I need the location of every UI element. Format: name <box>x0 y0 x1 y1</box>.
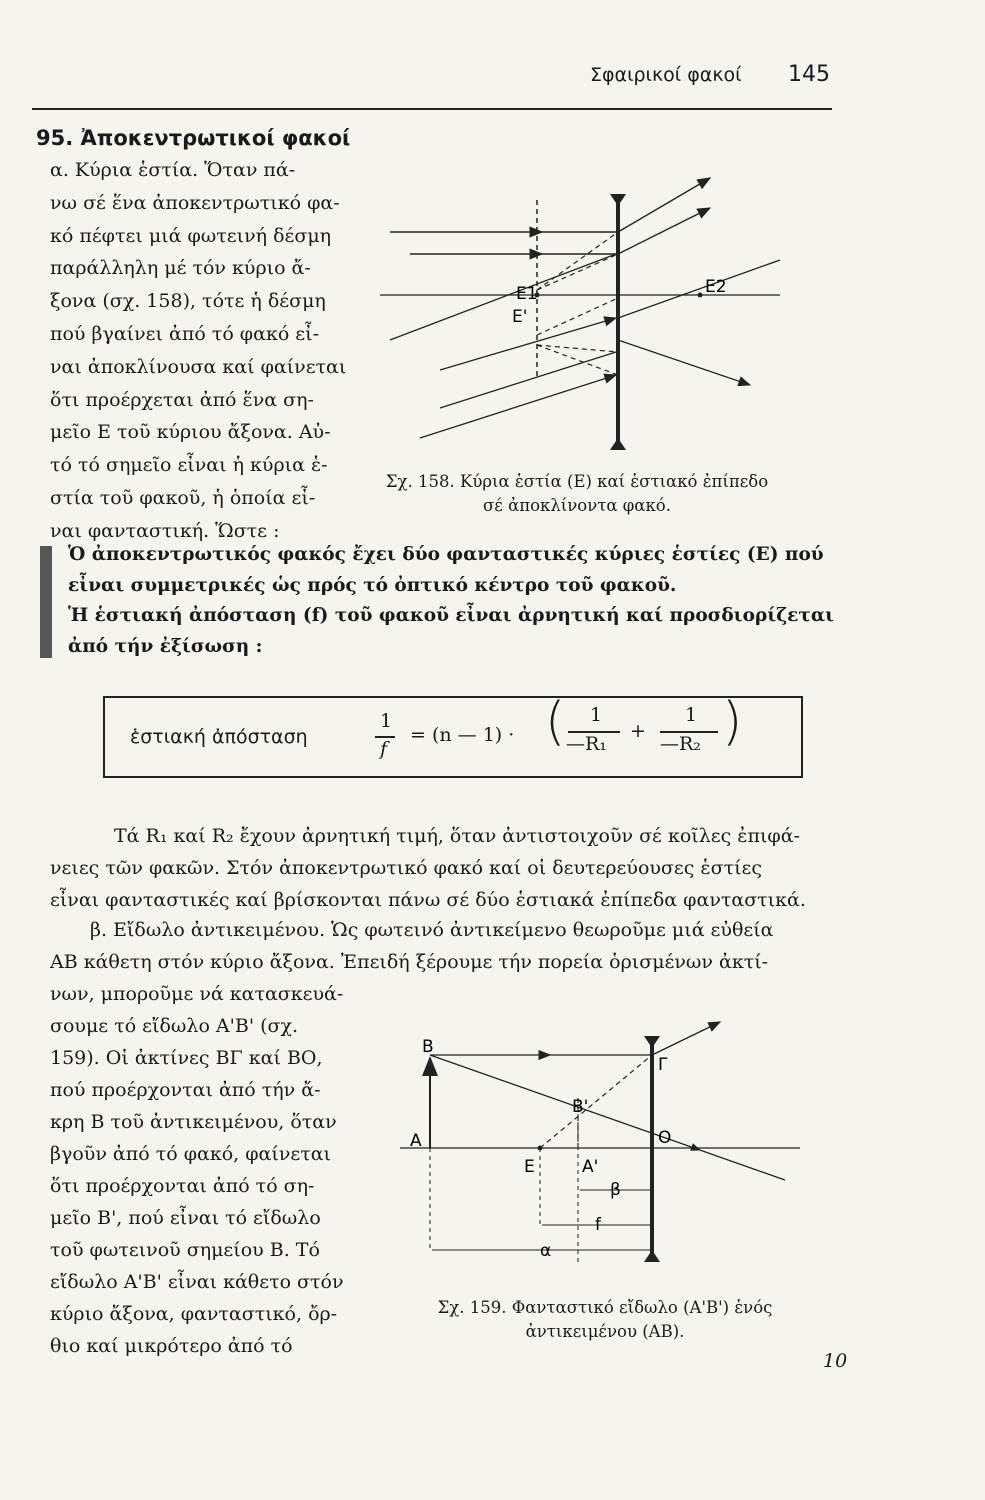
refracted-oblique-ray <box>618 260 780 318</box>
running-header-title: Σφαιρικοί φακοί <box>590 64 742 86</box>
caption-line: ἀντικειμένου (ΑΒ). <box>525 1322 685 1341</box>
virtual-extension <box>537 254 618 290</box>
text-line: εἶναι φανταστικές καί βρίσκονται πάνω σέ δύο ἑστιακά ἐπίπεδα φανταστικά. <box>50 889 806 911</box>
formula-numerator-1: 1 <box>590 704 603 726</box>
text-line: Ἡ ἑστιακή ἀπόσταση (f) τοῦ φακοῦ εἶναι ἀρνητική καί προσδιορίζεται <box>68 605 835 626</box>
label-e-prime: E' <box>512 307 528 327</box>
page-number: 145 <box>788 62 830 87</box>
lens-top-marker <box>644 1036 660 1048</box>
text-line: παράλληλη μέ τόν κύριο ἄ- <box>50 257 311 280</box>
oblique-ray <box>390 254 616 340</box>
text-line: στία τοῦ φακοῦ, ἡ ὁποία εἶ- <box>50 486 316 509</box>
text-line: σουμε τό εἴδωλο Α'Β' (σχ. <box>50 1015 299 1037</box>
text-line: α. Κύρια ἑστία. Ὅταν πά- <box>50 159 296 181</box>
text-line: ὅτι προέρχονται ἀπό τό ση- <box>50 1175 315 1197</box>
optical-center <box>650 1146 654 1150</box>
text-line: ΑΒ κάθετη στόν κύριο ἄξονα. Ἐπειδή ξέρουμε τήν πορεία ὁρισμένων ἀκτί- <box>50 951 769 973</box>
formula-r1: —R₁ <box>566 733 607 755</box>
left-parenthesis: ( <box>545 692 566 752</box>
refracted-oblique-ray <box>618 340 750 385</box>
virtual-extension <box>537 345 618 352</box>
lens-top-marker <box>610 194 626 206</box>
focal-point <box>538 1146 543 1151</box>
oblique-ray <box>440 318 616 370</box>
refracted-ray <box>618 208 710 254</box>
text-line: ξονα (σχ. 158), τότε ἡ δέσμη <box>50 290 326 313</box>
label-b: B <box>422 1037 434 1057</box>
text-line: τοῦ φωτεινοῦ σημείου Β. Τό <box>50 1239 320 1261</box>
lens-bottom-marker <box>644 1250 660 1262</box>
text-line: τό τό σημεῖο εἶναι ἡ κύρια ἑ- <box>50 454 328 477</box>
label-a: A <box>410 1131 422 1151</box>
text-line: κό πέφτει μιά φωτεινή δέσμη <box>50 224 332 247</box>
label-gamma: Γ <box>658 1055 668 1075</box>
virtual-extension <box>540 1055 652 1148</box>
oblique-ray <box>420 375 616 438</box>
rule-margin-bar <box>40 546 52 658</box>
section-title: 95. Ἀποκεντρωτικοί φακοί <box>36 126 351 150</box>
formula-label: ἑστιακή ἀπόσταση <box>130 726 308 748</box>
figure-158-diverging-lens <box>380 170 780 460</box>
virtual-extension <box>537 345 618 375</box>
formula-r2: —R₂ <box>660 733 701 755</box>
text-line: β. Εἴδωλο ἀντικειμένου. Ὡς φωτεινό ἀντικείμενο θεωροῦμε μιά εὐθεία <box>90 919 774 941</box>
text-line: μεῖο Ε τοῦ κύριου ἄξονα. Αὐ- <box>50 421 331 444</box>
text-line: ναι ἀποκλίνουσα καί φαίνεται <box>50 355 347 378</box>
text-line: νειες τῶν φακῶν. Στόν ἀποκεντρωτικό φακό καί οἱ δευτερεύουσες ἑστίες <box>50 857 763 879</box>
signature-mark: 10 <box>823 1350 848 1372</box>
label-a-prime: A' <box>582 1157 599 1177</box>
text-line: ἀπό τήν ἐξίσωση : <box>68 635 263 657</box>
text-line: νω σέ ἕνα ἀποκεντρωτικό φα- <box>50 191 340 214</box>
ray-b-o <box>430 1055 785 1180</box>
image-paragraph-column <box>50 978 344 1362</box>
formula-denominator-f: f <box>380 738 388 760</box>
caption-line: Σχ. 158. Κύρια ἑστία (Ε) καί ἑστιακό ἐπίπεδο <box>385 472 769 491</box>
lens-bottom-marker <box>610 438 626 450</box>
rule-statement <box>68 540 834 662</box>
caption-line: Σχ. 159. Φανταστικό εἴδωλο (Α'Β') ἑνός <box>437 1298 773 1317</box>
text-line: Τά R₁ καί R₂ ἔχουν ἀρνητική τιμή, ὅταν ἀντιστοιχοῦν σέ κοῖλες ἐπιφά- <box>114 825 800 847</box>
text-line: ναι φανταστική. Ὥστε : <box>50 519 280 542</box>
virtual-extension <box>537 232 618 290</box>
caption-line: σέ ἀποκλίνοντα φακό. <box>483 496 671 515</box>
label-e2: E2 <box>705 277 727 297</box>
formula-numerator-2: 1 <box>685 704 698 726</box>
radii-paragraph <box>50 820 806 916</box>
label-o: O <box>658 1128 672 1148</box>
text-line: βγοῦν ἀπό τό φακό, φαίνεται <box>50 1143 332 1165</box>
figure-159-virtual-image <box>400 1000 800 1280</box>
refracted-ray <box>652 1022 720 1055</box>
figure-158-caption <box>352 470 802 518</box>
text-line: 159). Οἱ ἀκτίνες ΒΓ καί ΒΟ, <box>50 1047 323 1069</box>
header-rule <box>32 108 832 110</box>
text-line: εἴδωλο Α'Β' εἶναι κάθετο στόν <box>50 1271 344 1293</box>
text-line: μεῖο Β', πού εἶναι τό εἴδωλο <box>50 1207 321 1229</box>
text-line: κρη Β τοῦ ἀντικειμένου, ὅταν <box>50 1111 337 1133</box>
image-paragraph-intro <box>50 914 774 978</box>
label-beta: β <box>610 1180 621 1200</box>
label-alpha: α <box>540 1241 552 1261</box>
formula-plus: + <box>630 720 646 742</box>
text-line: πού προέρχονται ἀπό τήν ἄ- <box>50 1079 321 1101</box>
formula-factor: = (n — 1) · <box>410 724 515 746</box>
focal-point-e2 <box>698 293 703 298</box>
label-f: f <box>595 1215 601 1235</box>
text-line: Ὁ ἀποκεντρωτικός φακός ἔχει δύο φανταστικές κύριες ἑστίες (Ε) πού <box>68 544 824 565</box>
formula-numerator-left: 1 <box>380 710 393 732</box>
text-line: ὅτι προέρχεται ἀπό ἕνα ση- <box>50 388 314 411</box>
figure-159-caption <box>405 1296 805 1344</box>
refracted-ray <box>618 178 710 232</box>
text-line: νων, μποροῦμε νά κατασκευά- <box>50 983 344 1005</box>
label-e: E <box>524 1157 535 1177</box>
text-line: θιο καί μικρότερο ἀπό τό <box>50 1335 293 1357</box>
label-b-prime: B' <box>572 1097 589 1117</box>
text-line: εἶναι συμμετρικές ὡς πρός τό ὀπτικό κέντρο τοῦ φακοῦ. <box>68 574 677 596</box>
intro-paragraph <box>50 154 346 548</box>
text-line: πού βγαίνει ἀπό τό φακό εἶ- <box>50 322 320 345</box>
oblique-ray <box>440 352 616 408</box>
label-e1: E1 <box>516 284 538 304</box>
text-line: κύριο ἄξονα, φανταστικό, ὄρ- <box>50 1303 338 1325</box>
right-parenthesis: ) <box>722 692 743 752</box>
